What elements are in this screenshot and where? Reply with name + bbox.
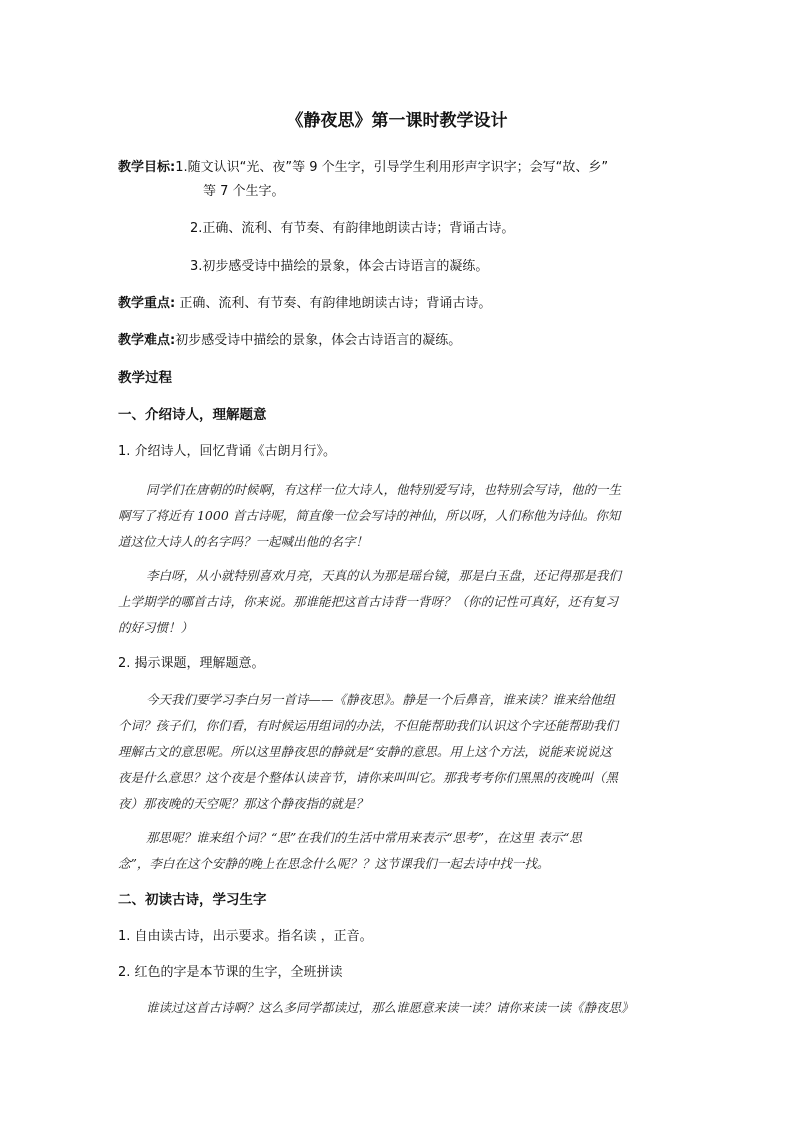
- paragraph-line: 今天我们要学习李白另一首诗——《静夜思》。静是一个后鼻音，谁来读？谁来给他组: [146, 692, 615, 707]
- section2-step1: 1. 自由读古诗，出示要求。指名读 ，正音。: [118, 929, 373, 944]
- section1-heading: 一、介绍诗人，理解题意: [118, 407, 267, 423]
- paragraph-line: 道这位大诗人的名字吗？一起喊出他的名字！: [118, 534, 369, 549]
- objective-2: 2.正确、流利、有节奏、有韵律地朗读古诗；背诵古诗。: [190, 221, 515, 236]
- paragraph-line: 谁读过这首古诗啊？这么多同学都读过，那么谁愿意来读一读？请你来读一读《静夜思》: [146, 1000, 634, 1015]
- difficulty-text: 初步感受诗中描绘的景象，体会古诗语言的凝练。: [175, 333, 462, 348]
- paragraph-line: 的好习惯！）: [118, 620, 194, 635]
- paragraph-line: 念”，李白在这个安静的晚上在思念什么呢？？这节课我们一起去诗中找一找。: [118, 856, 550, 871]
- difficulty-line: [118, 329, 461, 348]
- section2-heading: 二、初读古诗，学习生字: [118, 892, 267, 908]
- paragraph-line: 啊写了将近有 1000 首古诗呢，简直像一位会写诗的神仙，所以呀，人们称他为诗仙。你知: [118, 508, 621, 523]
- focus-text: 正确、流利、有节奏、有韵律地朗读古诗；背诵古诗。: [175, 296, 492, 311]
- difficulty-label: 教学难点:: [118, 333, 176, 348]
- paragraph-line: 夜是什么意思？这个夜是个整体认读音节，请你来叫叫它。那我考考你们黑黑的夜晚叫（黑: [118, 770, 619, 785]
- section1-step2: 2. 揭示课题，理解题意。: [118, 656, 265, 671]
- objective-1b: 等 7 个生字。: [203, 184, 285, 199]
- process-heading: 教学过程: [118, 370, 172, 386]
- section1-step1: 1. 介绍诗人，回忆背诵《古朗月行》。: [118, 444, 337, 459]
- objectives-line-1: [118, 156, 608, 175]
- paragraph-line: 上学期学的哪首古诗，你来说。那谁能把这首古诗背一背呀？（你的记性可真好，还有复习: [118, 594, 619, 609]
- objective-1a: 1.随文认识“光、夜”等 9 个生字，引导学生利用形声字识字；会写“故、乡”: [175, 160, 609, 175]
- paragraph-line: 那思呢？谁来组个词？“思”在我们的生活中常用来表示“思考”，在这里 表示“思: [146, 830, 582, 845]
- page-title: 《静夜思》第一课时教学设计: [286, 111, 508, 131]
- section2-step2: 2. 红色的字是本节课的生字，全班拼读: [118, 965, 343, 980]
- objective-3: 3.初步感受诗中描绘的景象，体会古诗语言的凝练。: [190, 259, 489, 274]
- focus-line: [118, 292, 491, 311]
- paragraph-line: 理解古文的意思呢。所以这里静夜思的静就是“安静的意思。用上这个方法，说能来说说这: [118, 744, 612, 759]
- focus-label: 教学重点:: [118, 296, 176, 311]
- objectives-label: 教学目标:: [118, 160, 176, 175]
- paragraph-line: 夜）那夜晚的天空呢？那这个静夜指的就是？: [118, 796, 369, 811]
- paragraph-line: 同学们在唐朝的时候啊，有这样一位大诗人，他特别爱写诗，也特别会写诗，他的一生: [146, 482, 622, 497]
- paragraph-line: 个词？孩子们，你们看，有时候运用组词的办法，不但能帮助我们认识这个字还能帮助我们: [118, 718, 619, 733]
- paragraph-line: 李白呀，从小就特别喜欢月亮，天真的认为那是瑶台镜，那是白玉盘，还记得那是我们: [146, 568, 622, 583]
